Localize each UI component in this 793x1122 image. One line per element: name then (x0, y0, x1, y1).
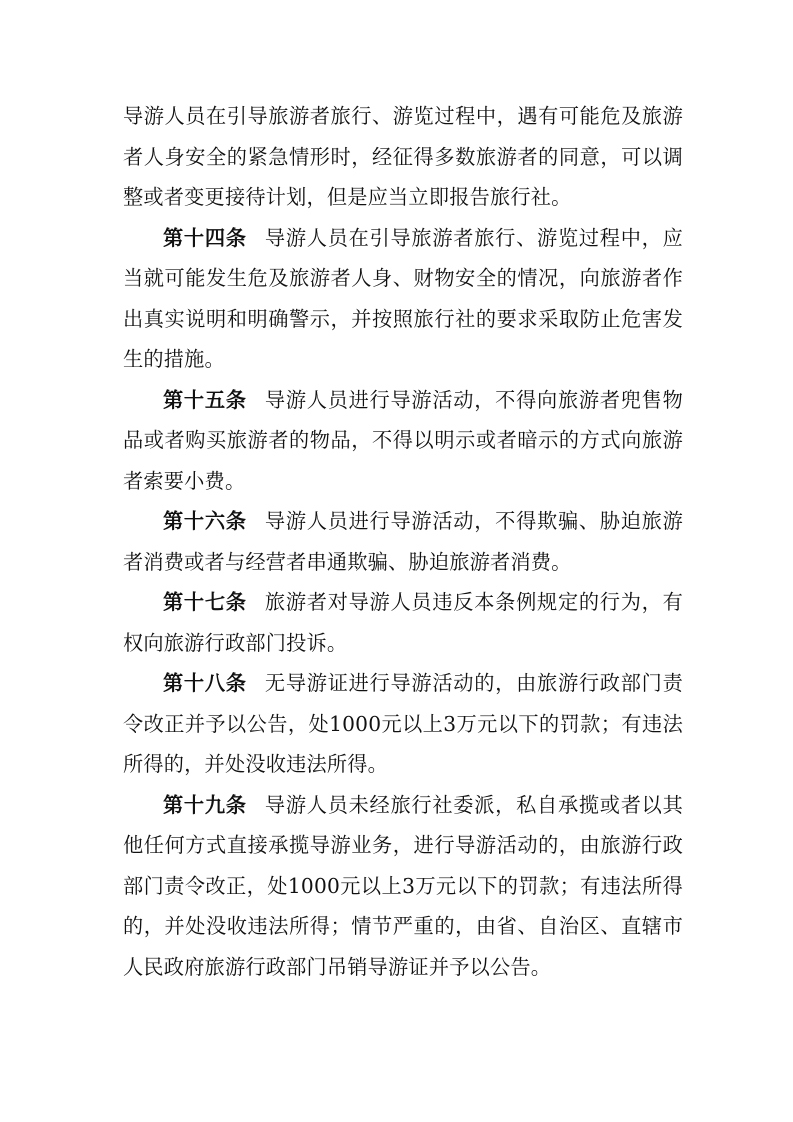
article-number: 第十六条 (163, 509, 247, 533)
paragraph-article-16 (123, 501, 683, 582)
paragraph-article-14 (123, 218, 683, 380)
paragraph-article-18 (123, 663, 683, 785)
paragraph-text: 无导游证进行导游活动的，由旅游行政部门责令改正并予以公告，处1000元以上3万元以下的罚款；有违法所得的，并处没收违法所得。 (123, 671, 683, 776)
paragraph-text: 导游人员在引导旅游者旅行、游览过程中，应当就可能发生危及旅游者人身、财物安全的情况，向旅游者作出真实说明和明确警示，并按照旅行社的要求采取防止危害发生的措施。 (123, 225, 683, 371)
article-number: 第十四条 (163, 225, 247, 250)
paragraph-article-17 (123, 582, 683, 663)
paragraph-text: 旅游者对导游人员违反本条例规定的行为，有权向旅游行政部门投诉。 (123, 590, 683, 655)
paragraph-article-19 (123, 785, 683, 988)
article-number: 第十七条 (163, 590, 247, 614)
article-number: 第十八条 (163, 671, 247, 695)
document-body (123, 96, 683, 987)
paragraph-continuation (123, 96, 683, 218)
paragraph-text: 导游人员未经旅行社委派，私自承揽或者以其他任何方式直接承揽导游业务，进行导游活动的，由旅游行政部门责令改正，处1000元以上3万元以下的罚款；有违法所得的，并处没收违法所得；情节严重的，由省、自治区、直辖市人民政府旅游行政部门吊销导游证并予以公告。 (123, 792, 683, 979)
paragraph-article-15 (123, 380, 683, 502)
article-number: 第十五条 (163, 387, 247, 412)
paragraph-text: 导游人员进行导游活动，不得欺骗、胁迫旅游者消费或者与经营者串通欺骗、胁迫旅游者消费。 (123, 509, 683, 574)
article-number: 第十九条 (163, 792, 247, 817)
paragraph-text: 导游人员在引导旅游者旅行、游览过程中，遇有可能危及旅游者人身安全的紧急情形时，经征得多数旅游者的同意，可以调整或者变更接待计划，但是应当立即报告旅行社。 (123, 104, 683, 209)
paragraph-text: 导游人员进行导游活动，不得向旅游者兜售物品或者购买旅游者的物品，不得以明示或者暗示的方式向旅游者索要小费。 (123, 387, 683, 493)
